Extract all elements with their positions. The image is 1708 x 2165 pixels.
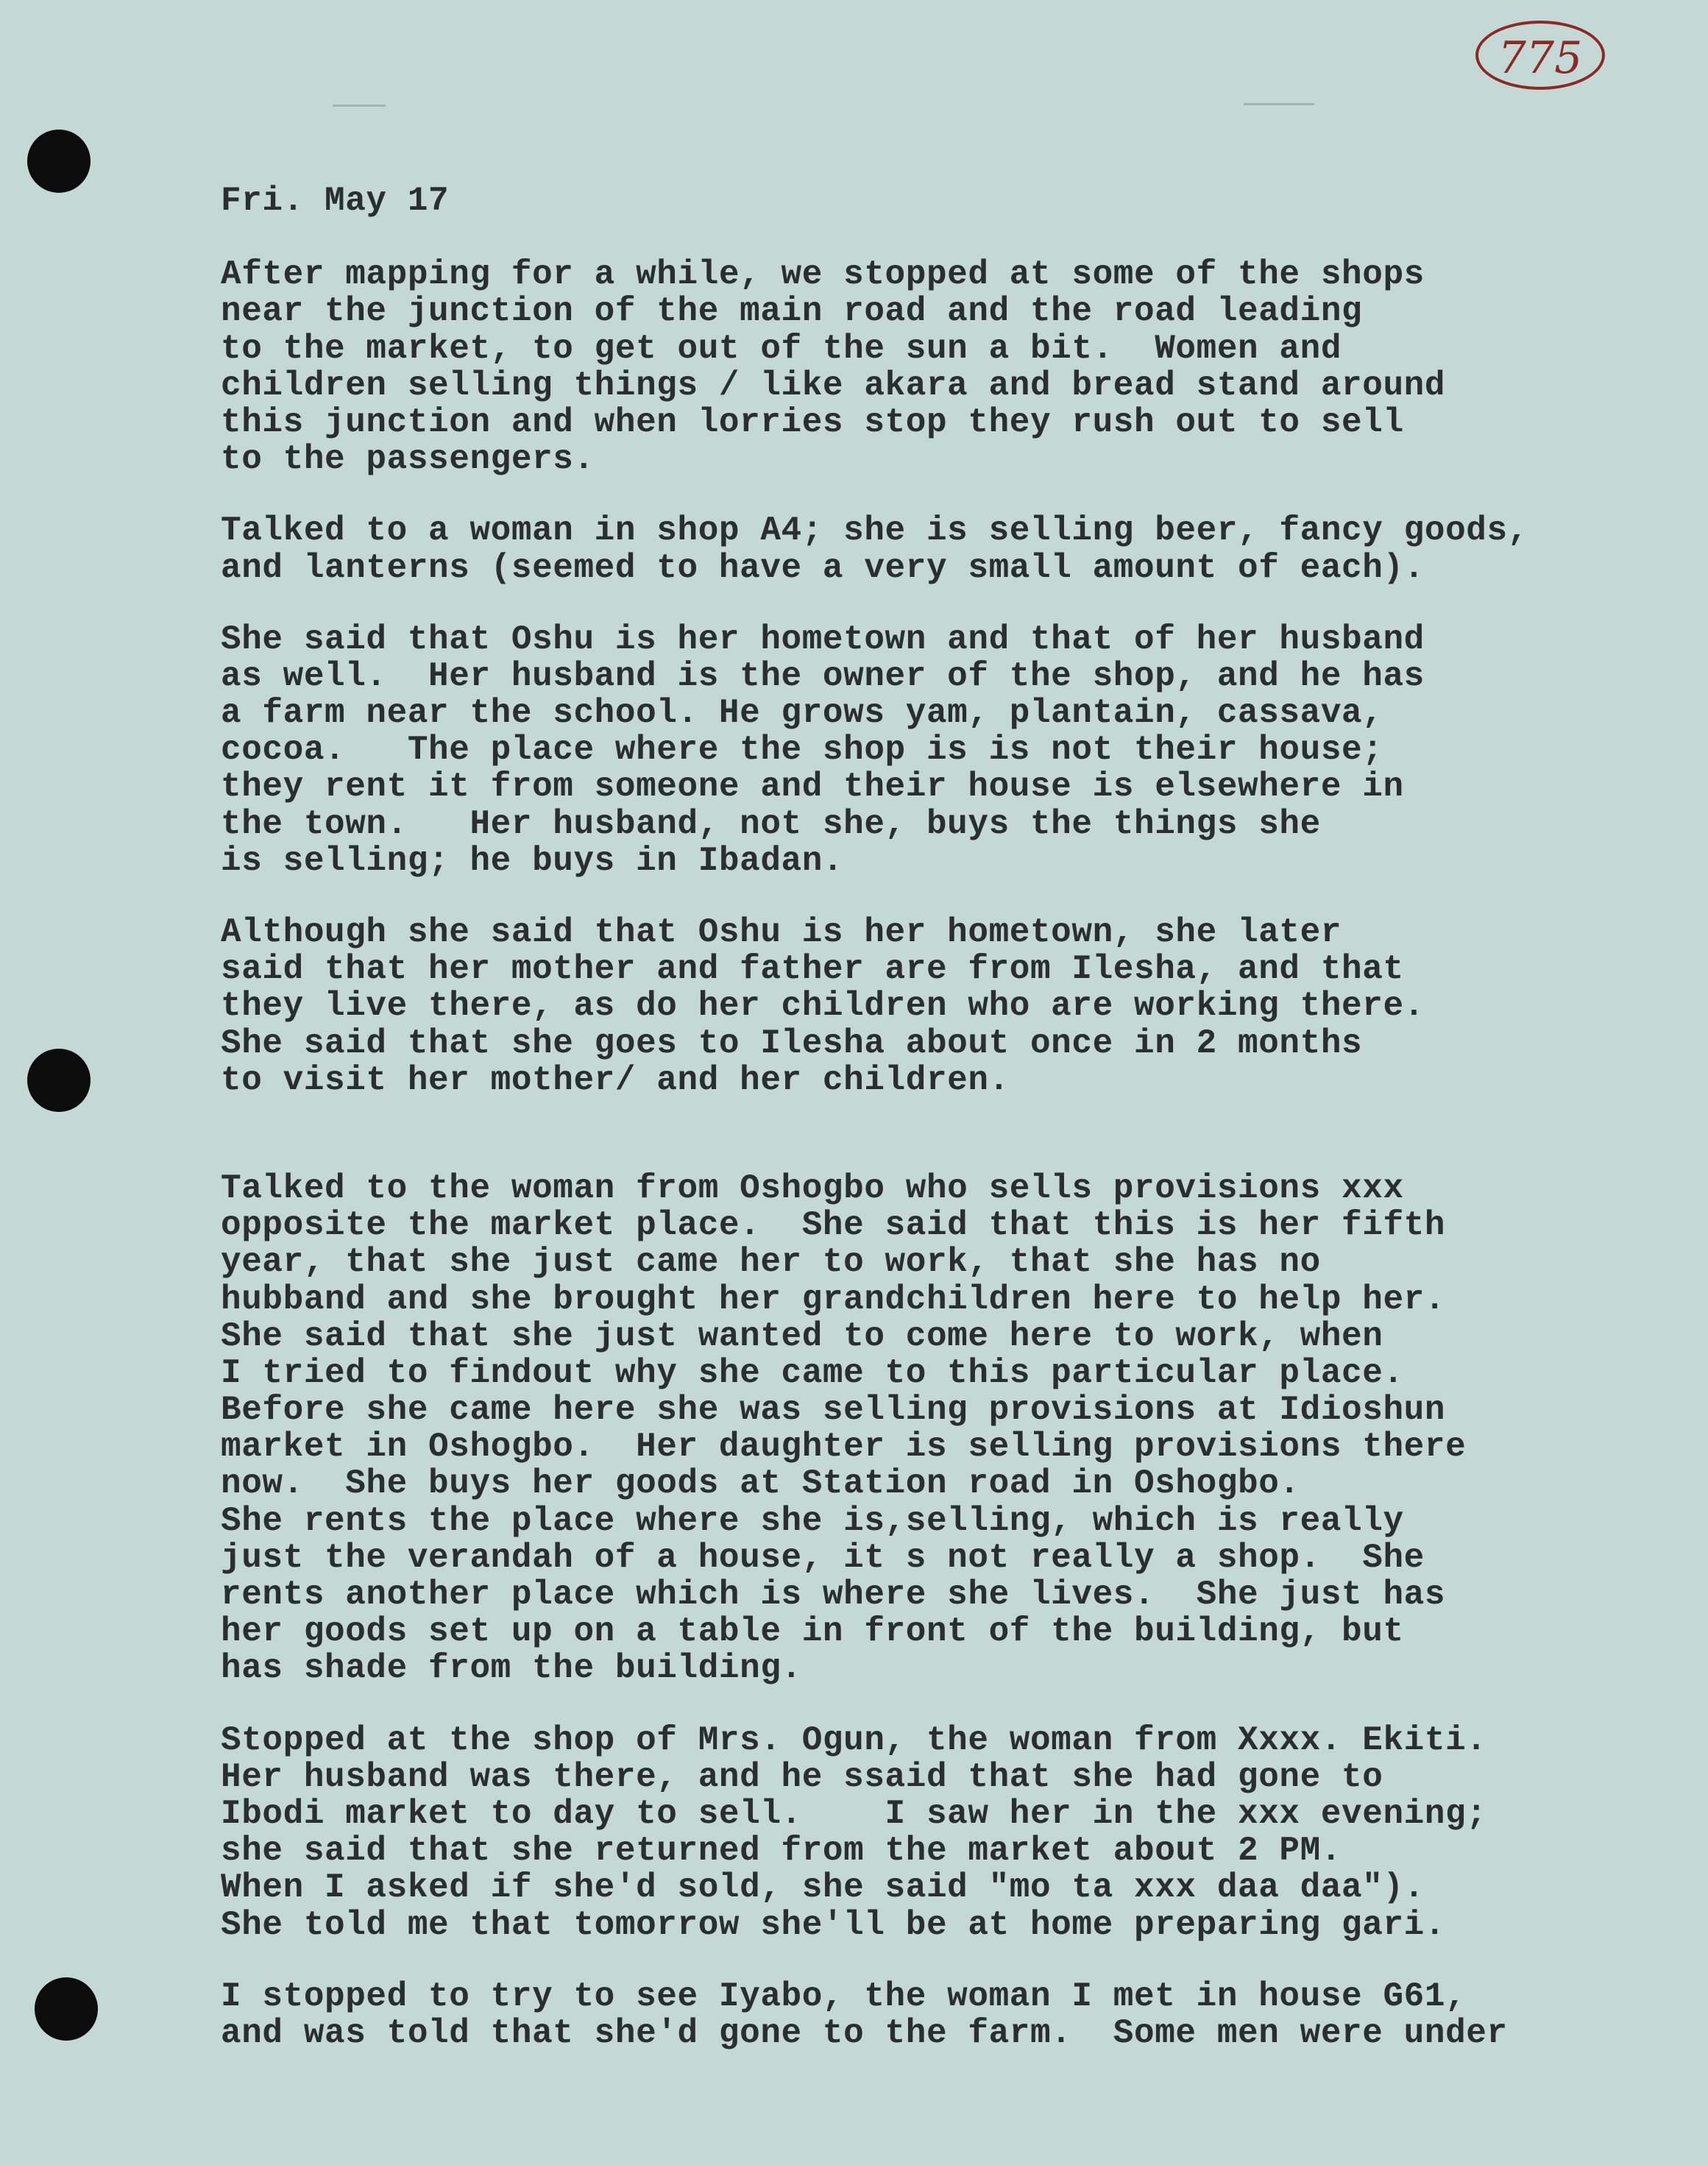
- paragraph-4: [221, 914, 1663, 1099]
- punch-hole-middle: [27, 1049, 91, 1112]
- text-line: Before she came here she was selling provisions at Idioshun: [221, 1391, 1446, 1430]
- text-line: to the market, to get out of the sun a bit. Women and: [221, 329, 1342, 368]
- text-line: Ibodi market to day to sell. I saw her in the xxx evening;: [221, 1794, 1487, 1833]
- text-line: this junction and when lorries stop they rush out to sell: [221, 403, 1404, 442]
- text-line: the town. Her husband, not she, buys the things she: [221, 804, 1321, 843]
- paper-mark-left: [333, 104, 386, 107]
- text-line: She told me that tomorrow she'll be at home preparing gari.: [221, 1905, 1446, 1944]
- text-line: She said that she goes to Ilesha about once in 2 months: [221, 1024, 1363, 1063]
- text-line: I stopped to try to see Iyabo, the woman I met in house G61,: [221, 1977, 1467, 2016]
- text-line: opposite the market place. She said that this is her fifth: [221, 1206, 1446, 1245]
- text-line: and lanterns (seemed to have a very small amount of each).: [221, 548, 1425, 587]
- text-line: Her husband was there, and he ssaid that she had gone to: [221, 1757, 1383, 1796]
- text-line: as well. Her husband is the owner of the shop, and he has: [221, 656, 1425, 695]
- text-line: cocoa. The place where the shop is is not their house;: [221, 731, 1383, 770]
- punch-hole-top: [27, 130, 91, 193]
- text-line: has shade from the building.: [221, 1649, 802, 1688]
- text-line: she said that she returned from the market about 2 PM.: [221, 1832, 1342, 1871]
- text-line: and was told that she'd gone to the farm. Some men were under: [221, 2013, 1508, 2052]
- text-line: When I asked if she'd sold, she said "mo ta xxx daa daa").: [221, 1868, 1425, 1907]
- punch-hole-bottom: [35, 1977, 98, 2041]
- text-line: near the junction of the main road and the road leading: [221, 292, 1363, 331]
- text-line: to visit her mother/ and her children.: [221, 1060, 1010, 1099]
- handwritten-page-number: 775: [1475, 21, 1605, 90]
- text-line: they live there, as do her children who are working there.: [221, 987, 1425, 1026]
- text-line: said that her mother and father are from Ilesha, and that: [221, 950, 1404, 989]
- paragraph-7: [221, 1978, 1663, 2052]
- text-line: year, that she just came her to work, that she has no: [221, 1243, 1321, 1282]
- text-line: to the passengers.: [221, 440, 595, 479]
- paragraph-6: [221, 1722, 1663, 1943]
- text-line: Talked to the woman from Oshogbo who sells provisions xxx: [221, 1169, 1404, 1208]
- text-line: now. She buys her goods at Station road in Oshogbo.: [221, 1464, 1300, 1503]
- text-line: a farm near the school. He grows yam, plantain, cassava,: [221, 694, 1383, 733]
- text-line: her goods set up on a table in front of the building, but: [221, 1612, 1404, 1651]
- text-line: She said that Oshu is her hometown and that of her husband: [221, 620, 1425, 659]
- paragraph-2: [221, 512, 1663, 586]
- text-line: rents another place which is where she lives. She just has: [221, 1576, 1446, 1614]
- text-line: just the verandah of a house, it s not really a shop. She: [221, 1538, 1425, 1577]
- paragraph-3: [221, 621, 1663, 879]
- text-line: they rent it from someone and their house is elsewhere in: [221, 768, 1404, 807]
- paragraph-5: [221, 1170, 1663, 1687]
- text-line: Stopped at the shop of Mrs. Ogun, the woman from Xxxx. Ekiti.: [221, 1721, 1487, 1760]
- typed-document-body: [221, 183, 1663, 2086]
- paragraph-1: [221, 256, 1663, 478]
- text-line: Although she said that Oshu is her hometown, she later: [221, 913, 1342, 952]
- text-line: After mapping for a while, we stopped at some of the shops: [221, 255, 1425, 294]
- entry-date: Fri. May 17: [221, 182, 450, 220]
- text-line: Talked to a woman in shop A4; she is selling beer, fancy goods,: [221, 511, 1528, 550]
- text-line: I tried to findout why she came to this particular place.: [221, 1353, 1404, 1392]
- text-line: is selling; he buys in Ibadan.: [221, 841, 844, 880]
- text-line: She said that she just wanted to come here to work, when: [221, 1317, 1383, 1356]
- text-line: She rents the place where she is,selling, which is really: [221, 1501, 1404, 1540]
- paper-mark-right: [1244, 103, 1314, 105]
- text-line: hubband and she brought her grandchildren here to help her.: [221, 1280, 1446, 1319]
- text-line: market in Oshogbo. Her daughter is selling provisions there: [221, 1428, 1467, 1467]
- text-line: children selling things / like akara and bread stand around: [221, 366, 1446, 405]
